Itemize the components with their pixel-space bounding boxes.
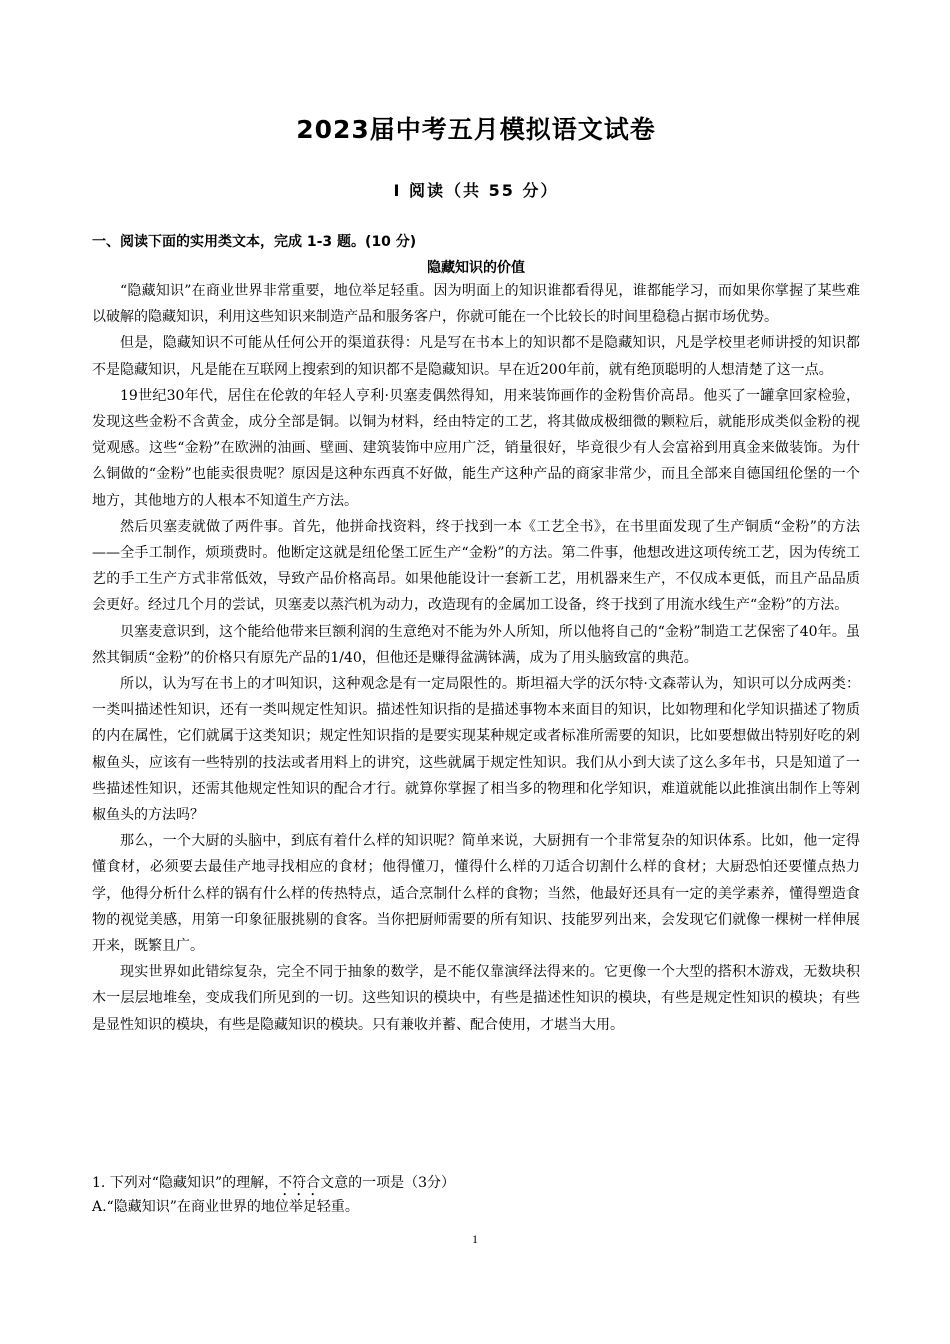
article-paragraph: 19世纪30年代，居住在伦敦的年轻人亨利·贝塞麦偶然得知，用来装饰画作的金粉售价高昂。他买了一罐拿回家检验，发现这些金粉不含黄金，成分全部是铜。以铜为材料，经由特定的工艺，将其做成极细微的颗粒后，就能形成类似金粉的视觉观感。这些“金粉”在欧洲的油画、壁画、建筑装饰中应用广泛，销量很好，毕竟很少有人会富裕到用真金来做装饰。为什么铜做的“金粉”也能卖很贵呢？原因是这种东西真不好做，能生产这种产品的商家非常少，而且全部来自德国纽伦堡的一个地方，其他地方的人根本不知道生产方法。: [92, 387, 860, 509]
question-1-emphasis: 不符合: [278, 1175, 321, 1191]
question-instruction: 一、阅读下面的实用类文本，完成 1-3 题。(10 分): [92, 234, 417, 250]
article-paragraph: 现实世界如此错综复杂，完全不同于抽象的数学，是不能仅靠演绎法得来的。它更像一个大型的搭积木游戏，无数块积木一层层地堆垒，变成我们所见到的一切。这些知识的模块中，有些是描述性知识的模块，有些是规定性知识的模块；有些是显性知识的模块，有些是隐藏知识的模块。只有兼收并蓄、配合使用，才堪当大用。: [92, 964, 860, 1033]
article-paragraph: “隐藏知识”在商业世界非常重要，地位举足轻重。因为明面上的知识谁都看得见，谁都能学习，而如果你掌握了某些难以破解的隐藏知识，利用这些知识来制造产品和服务客户，你就可能在一个比较长的时间里稳稳占据市场优势。: [92, 283, 860, 326]
article-title: 隐藏知识的价值: [427, 260, 525, 276]
question-1-prefix: 1. 下列对“隐藏知识”的理解，: [92, 1175, 279, 1191]
question-1: [92, 1172, 860, 1199]
article-body: [92, 278, 860, 1038]
article-paragraph: 然后贝塞麦就做了两件事。首先，他拼命找资料，终于找到一本《工艺全书》，在书里面发现了生产铜质“金粉”的方法——全手工制作，烦琐费时。他断定这就是纽伦堡工匠生产“金粉”的方法。第二件事，他想改进这项传统工艺，因为传统工艺的手工生产方式非常低效，导致产品价格高昂。如果他能设计一套新工艺，用机器来生产，不仅成本更低，而且产品品质会更好。经过几个月的尝试，贝塞麦以蒸汽机为动力，改造现有的金属加工设备，终于找到了用流水线生产“金粉”的方法。: [92, 518, 860, 614]
page-number: 1: [472, 1232, 478, 1246]
exam-title: 2023届中考五月模拟语文试卷: [296, 115, 656, 144]
article-paragraph: 所以，认为写在书上的才叫知识，这种观念是有一定局限性的。斯坦福大学的沃尔特·文森蒂认为，知识可以分成两类：一类叫描述性知识，还有一类叫规定性知识。描述性知识指的是描述事物本来面目的知识，比如物理和化学知识描述了物质的内在属性，它们就属于这类知识；规定性知识指的是要实现某种规定或者标准所需要的知识，比如要想做出特别好吃的剁椒鱼头，应该有一些特别的技法或者用料上的讲究，这些就属于规定性知识。我们从小到大读了这么多年书，只是知道了一些描述性知识，还需其他规定性知识的配合才行。就算你掌握了相当多的物理和化学知识，难道就能以此推演出制作上等剁椒鱼头的方法吗？: [92, 676, 860, 824]
section-heading: Ⅰ 阅读（共 55 分）: [393, 181, 559, 200]
question-1-option-a: A.“隐藏知识”在商业世界的地位举足轻重。: [92, 1199, 359, 1215]
article-paragraph: 那么，一个大厨的头脑中，到底有着什么样的知识呢？简单来说，大厨拥有一个非常复杂的知识体系。比如，他一定得懂食材，必须要去最佳产地寻找相应的食材；他得懂刀，懂得什么样的刀适合切割什么样的食材；大厨恐怕还要懂点热力学，他得分析什么样的锅有什么样的传热特点，适合烹制什么样的食物；当然，他最好还具有一定的美学素养，懂得塑造食物的视觉美感，用第一印象征服挑剔的食客。当你把厨师需要的所有知识、技能罗列出来，会发现它们就像一棵树一样伸展开来，既繁且广。: [92, 833, 860, 955]
question-1-suffix: 文意的一项是（3分）: [320, 1175, 456, 1191]
article-paragraph: 贝塞麦意识到，这个能给他带来巨额利润的生意绝对不能为外人所知，所以他将自己的“金粉”制造工艺保密了40年。虽然其铜质“金粉”的价格只有原先产品的1/40，但他还是赚得盆满钵满，成为了用头脑致富的典范。: [92, 623, 860, 666]
article-paragraph: 但是，隐藏知识不可能从任何公开的渠道获得：凡是写在书本上的知识都不是隐藏知识，凡是学校里老师讲授的知识都不是隐藏知识，凡是能在互联网上搜索到的知识都不是隐藏知识。早在近200年前，就有绝顶聪明的人想清楚了这一点。: [92, 335, 860, 378]
